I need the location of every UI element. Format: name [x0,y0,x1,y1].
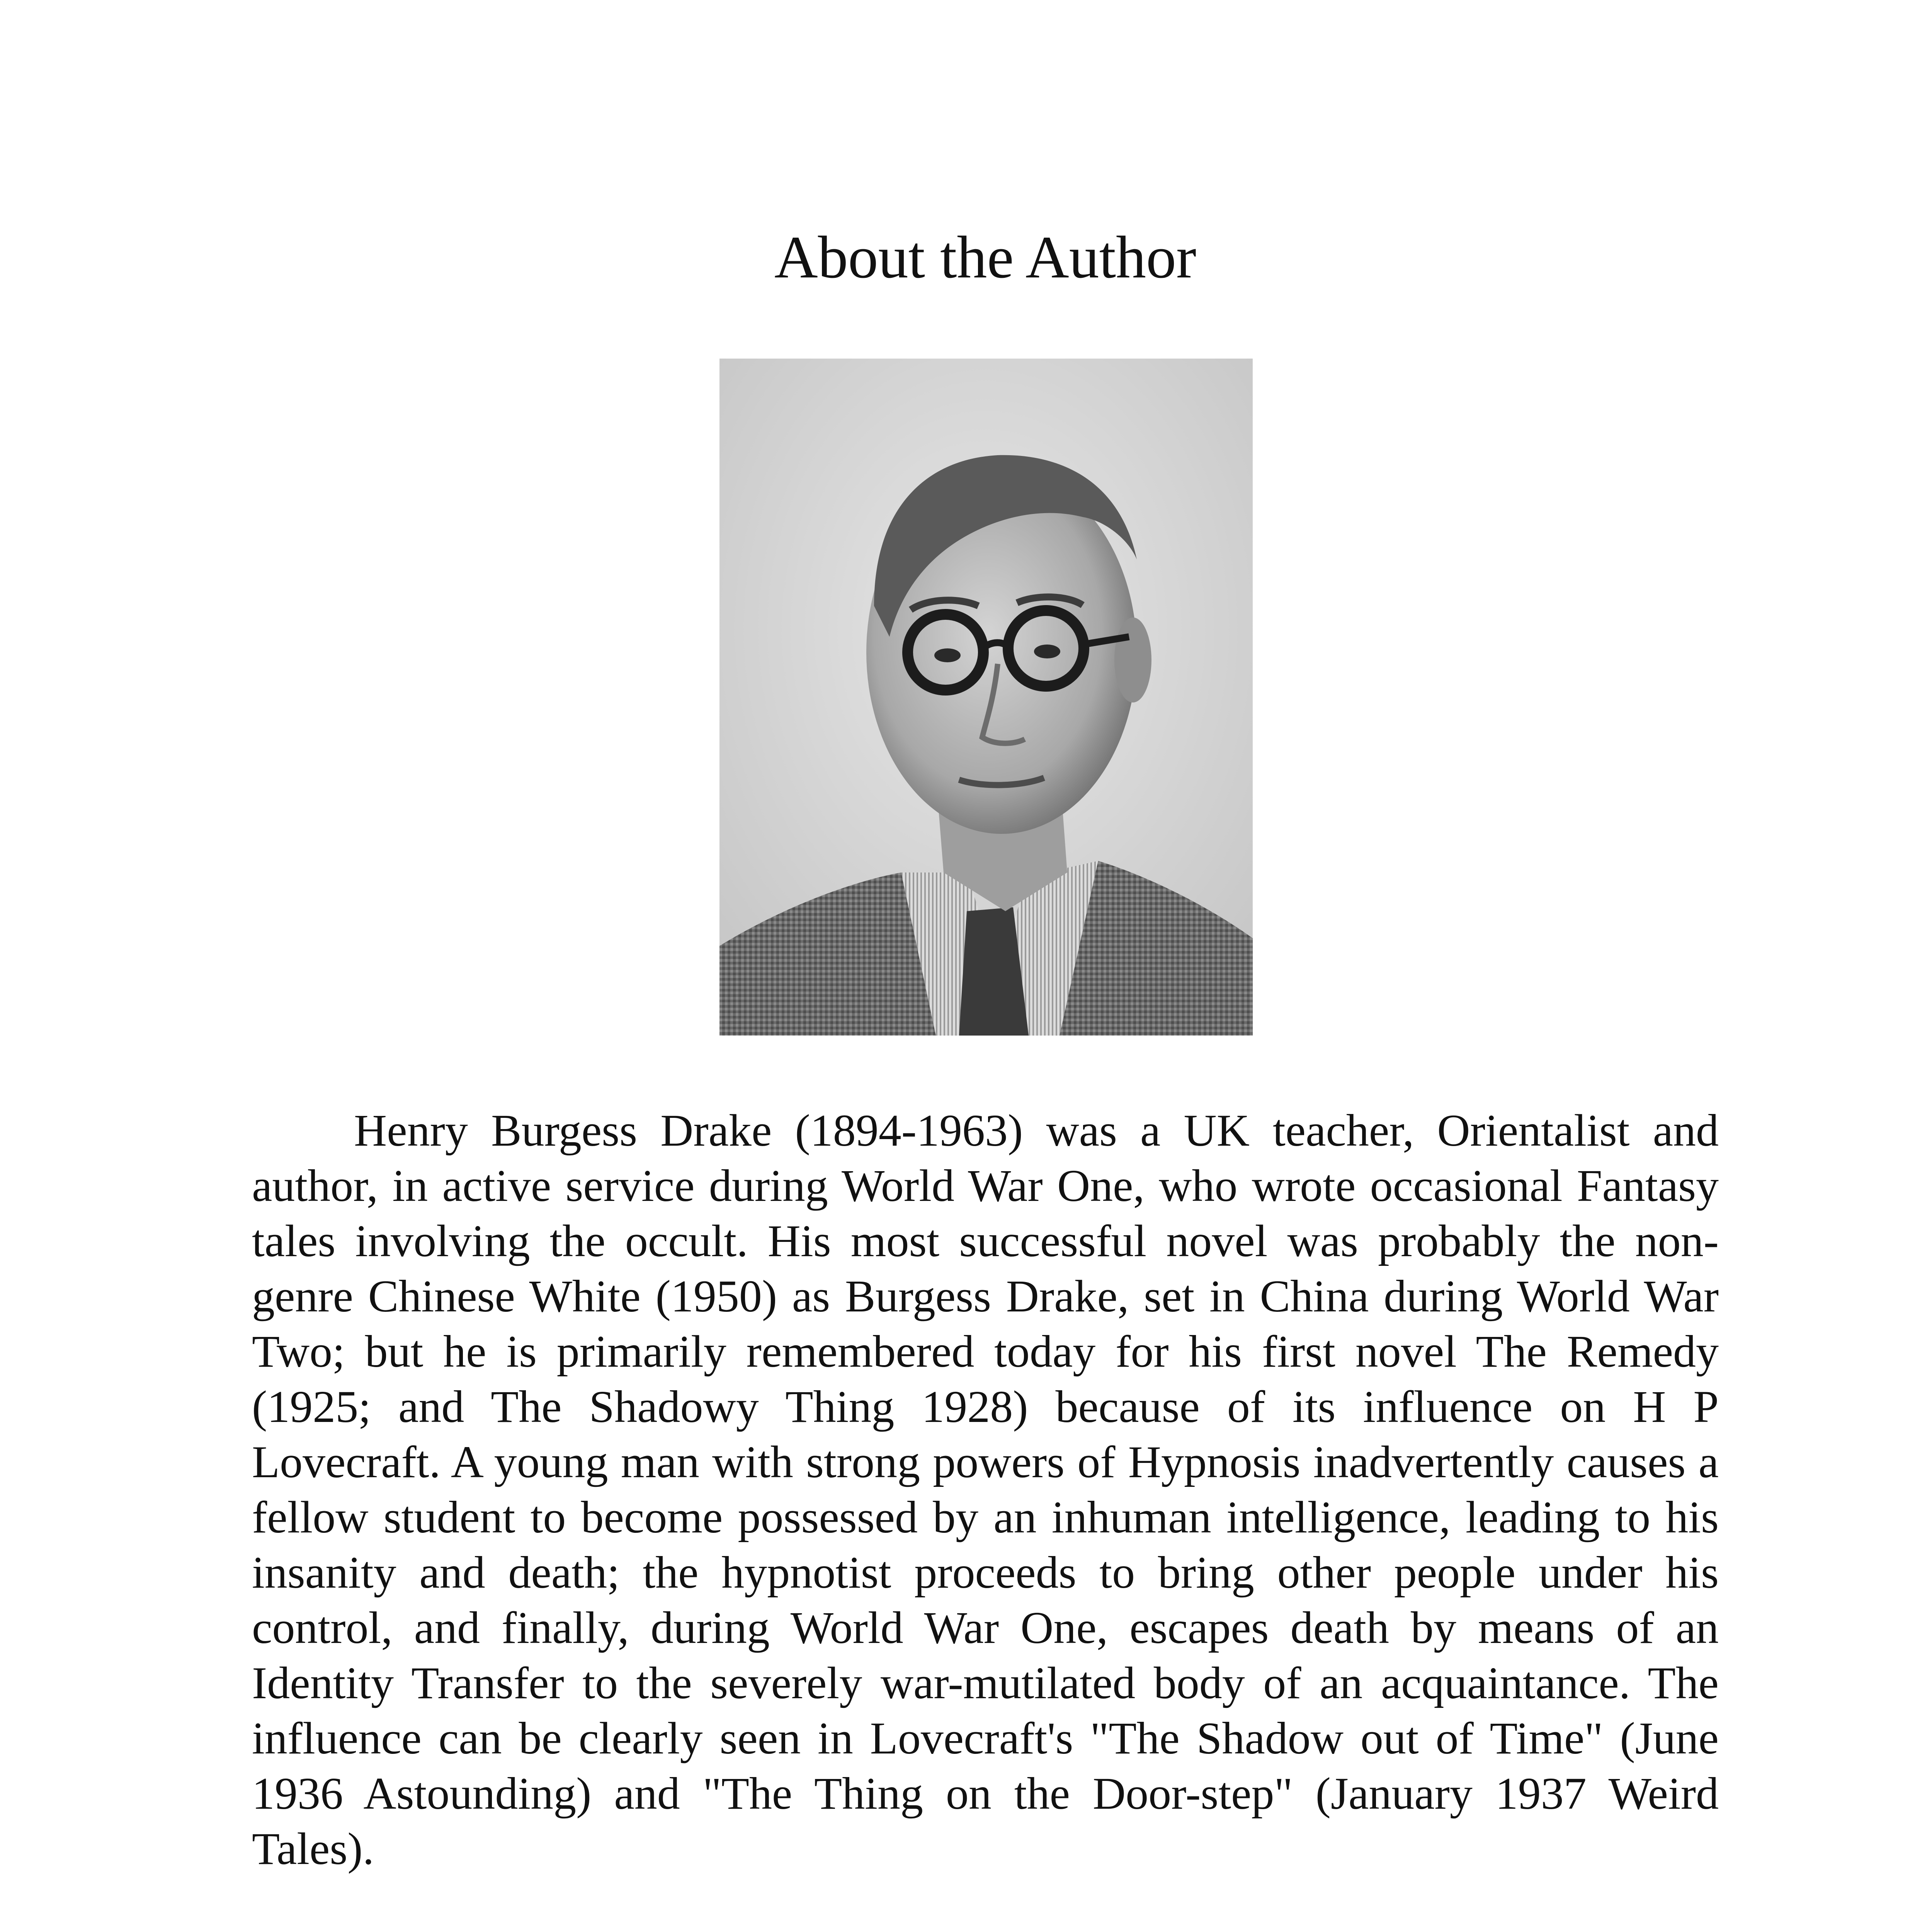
author-portrait [719,359,1253,1036]
bio-paragraph-1: Henry Burgess Drake (1894-1963) was a UK teacher, Orientalist and author, in active service during World War One, who wrote occasional Fantasy tales involving the occult. His most successful novel was probably the non-genre Chinese White (1950) as Burgess Drake, set in China during World War Two; but he is primarily remembered today for his first novel The Remedy (1925; and The Shadowy Thing 1928) because of its influence on H P Lovecraft. A young man with strong powers of Hypnosis inadvertently causes a fellow student to become possessed by an inhuman intelligence, leading to his insanity and death; the hypnotist proceeds to bring other people under his control, and finally, during World War One, escapes death by means of an Identity Transfer to the severely war-mutilated body of an acquaintance. The influence can be clearly seen in Lovecraft's "The Shadow out of Time" (June 1936 Astounding) and "The Thing on the Door-step" (January 1937 Weird Tales). [252,1105,1719,1874]
page-title: About the Author [774,224,1196,291]
